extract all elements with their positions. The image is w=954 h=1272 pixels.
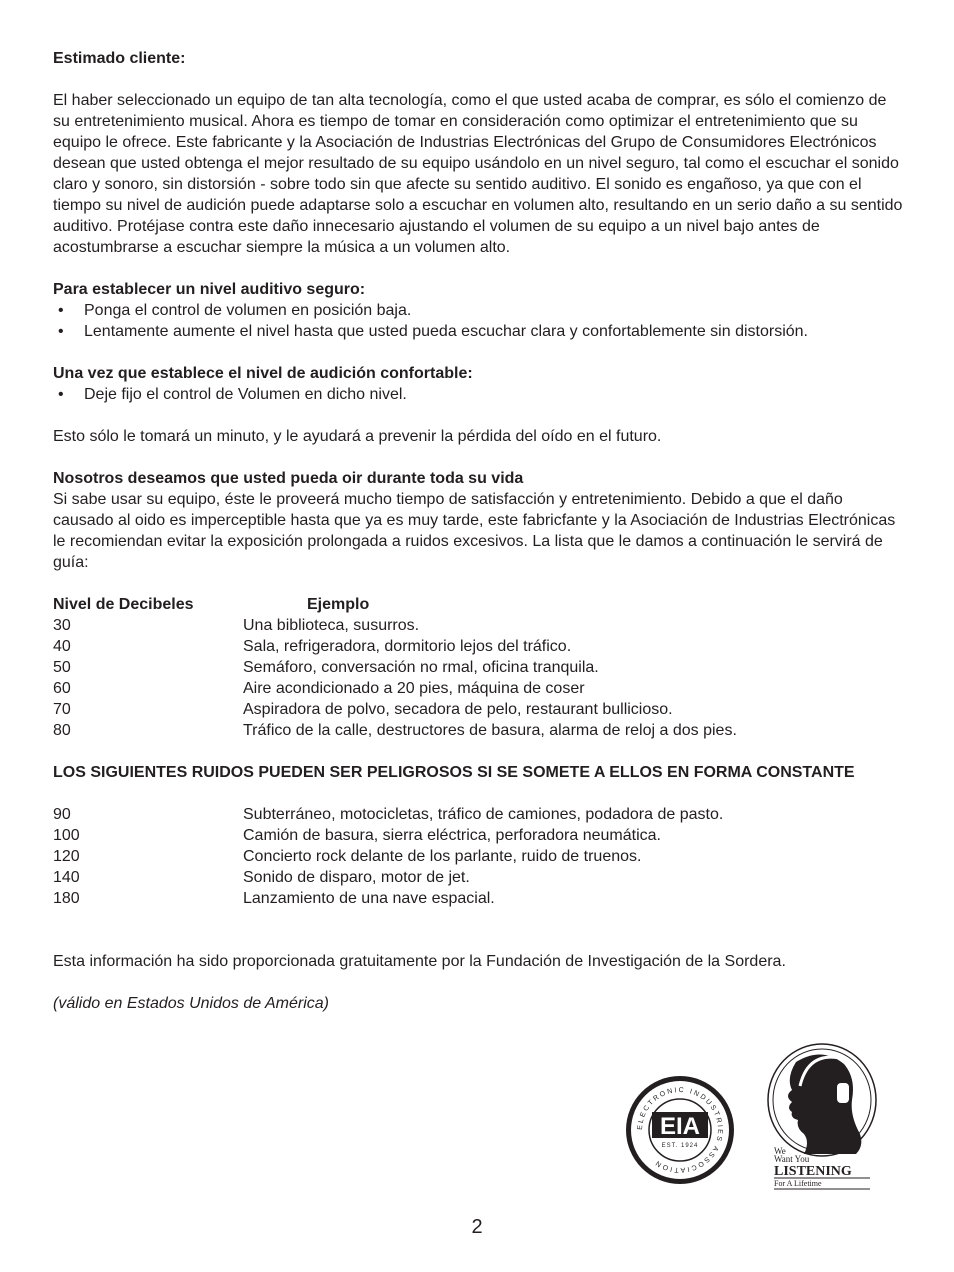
list-item: • Lentamente aumente el nivel hasta que usted pueda escuchar clara y confortablemente sin distorsión.	[58, 323, 808, 340]
table-header	[53, 594, 903, 615]
column-header-level: Nivel de Decibeles	[53, 596, 194, 613]
safe-level-heading: Para establecer un nivel auditivo seguro:	[53, 281, 366, 298]
danger-heading: LOS SIGUIENTES RUIDOS PUEDEN SER PELIGROSOS SI SE SOMETE A ELLOS EN FORMA CONSTANTE	[53, 764, 855, 781]
bullet-icon: •	[58, 302, 64, 319]
table-row: 50 Semáforo, conversación no rmal, oficina tranquila.	[53, 659, 599, 676]
listening-line1: We	[774, 1146, 786, 1156]
comfortable-heading: Una vez que establece el nivel de audición confortable:	[53, 365, 473, 382]
bullet-icon: •	[58, 323, 64, 340]
decibel-table	[53, 594, 903, 741]
safe-level-list	[53, 300, 903, 342]
danger-table	[53, 804, 903, 909]
table-row: 90 Subterráneo, motocicletas, tráfico de camiones, podadora de pasto.	[53, 806, 724, 823]
table-row: 120 Concierto rock delante de los parlante, ruido de truenos.	[53, 848, 642, 865]
listening-line2: Want You	[774, 1154, 810, 1164]
table-row: 140 Sonido de disparo, motor de jet.	[53, 869, 470, 886]
page-number: 2	[471, 1216, 483, 1238]
list-item: • Deje fijo el control de Volumen en dicho nivel.	[58, 386, 407, 403]
column-header-example: Ejemplo	[307, 596, 370, 613]
lifetime-paragraph: Si sabe usar su equipo, éste le proveerá mucho tiempo de satisfacción y entretenimiento. Debido a que el daño causado al oido es imperceptible hasta que ya es muy tarde, este fabricfante y la Asociación de Industrias Electrónicas le recomiendan evitar la exposición prolongada a ruidos excesivos. La lista que le damos a continuación le servirá de guía:	[53, 491, 896, 571]
eia-seal-logo	[624, 1074, 736, 1186]
greeting: Estimado cliente:	[53, 50, 186, 67]
table-row: 40 Sala, refrigeradora, dormitorio lejos del tráfico.	[53, 638, 572, 655]
comfortable-list	[53, 384, 903, 405]
minute-note: Esto sólo le tomará un minuto, y le ayudará a prevenir la pérdida del oído en el futuro.	[53, 428, 662, 445]
listening-line3: LISTENING	[774, 1164, 852, 1179]
list-item: • Ponga el control de volumen en posición baja.	[58, 302, 412, 319]
document-body	[53, 48, 903, 1014]
table-row: 80 Tráfico de la calle, destructores de basura, alarma de reloj a dos pies.	[53, 722, 737, 739]
table-row: 60 Aire acondicionado a 20 pies, máquina de coser	[53, 680, 585, 697]
intro-paragraph: El haber seleccionado un equipo de tan alta tecnología, como el que usted acaba de comprar, es sólo el comienzo de su entretenimiento musical. Ahora es tiempo de tomar en consideración como optimizar el entretenimiento que su equipo le ofrece. Este fabricante y la Asociación de Industrias Electrónicas del Grupo de Consumidores Electrónicos desean que usted obtenga el mejor resultado de su equipo usándolo en un nivel seguro, tal como el escuchar el sonido claro y sonoro, sin distorsión - sobre todo sin que afecte su sentido auditivo. El sonido es engañoso, ya que con el tiempo su nivel de audición puede adaptarse solo a escuchar en volumen alto, resultando en un serio daño a su sentido auditivo. Protéjase contra este daño innecesario ajustando el volumen de su equipo a un nivel bajo antes de acostumbrarse a escuchar siempre la música a un volumen alto.	[53, 92, 903, 256]
listening-line4: For A Lifetime	[774, 1179, 822, 1188]
lifetime-heading: Nosotros deseamos que usted pueda oir durante toda su vida	[53, 470, 524, 487]
validity-note: (válido en Estados Unidos de América)	[53, 995, 329, 1012]
table-row: 100 Camión de basura, sierra eléctrica, perforadora neumática.	[53, 827, 661, 844]
source-note: Esta información ha sido proporcionada gratuitamente por la Fundación de Investigación de la Sordera.	[53, 953, 786, 970]
eia-est-text: EST. 1924	[661, 1143, 699, 1149]
table-row: 180 Lanzamiento de una nave espacial.	[53, 890, 495, 907]
eia-letters: EIA	[659, 1113, 701, 1140]
eia-ring-text: ELECTRONIC INDUSTRIES ASSOCIATION	[636, 1086, 724, 1174]
bullet-icon: •	[58, 386, 64, 403]
table-row: 70 Aspiradora de polvo, secadora de pelo, restaurant bullicioso.	[53, 701, 673, 718]
table-row: 30 Una biblioteca, susurros.	[53, 617, 420, 634]
listening-for-a-lifetime-logo	[764, 1042, 880, 1192]
